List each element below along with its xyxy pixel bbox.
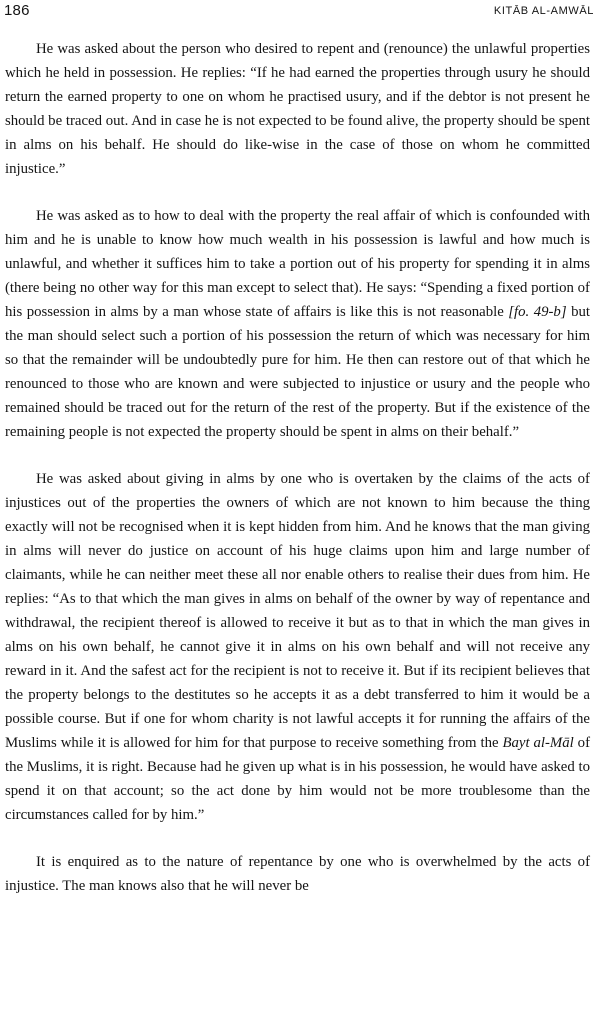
- paragraph-nature-of-repentance: [5, 850, 590, 898]
- page-header: [4, 2, 594, 24]
- paragraph-text: He was asked as to how to deal with the property the real affair of which is confounded with him and he is unable to know how much wealth in his possession is lawful and how much is unlawful, and whether it suffices him to take a portion out of his property for spending it in alms (there being no other way for this man except to select that). He says: “Spending a fixed portion of his possession in alms by a man whose state of affairs is like this is not reasonable: [5, 208, 590, 320]
- paragraph-confounded-property: [5, 204, 590, 444]
- paragraph-text: It is enquired as to the nature of repentance by one who is overwhelmed by the acts of injustice. The man knows also that he will never be: [5, 854, 590, 894]
- paragraph-text: He was asked about giving in alms by one who is overtaken by the claims of the acts of injustices out of the properties the owners of which are not known to him because the thing exactly will not be recognised when it is kept hidden from him. And he knows that the man giving in alms will never do justice on account of his huge claims upon him and large number of claimants, while he can neither meet these all nor enable others to realise their dues from him. He replies: “As to that which the man gives in alms on behalf of the owner by way of repentance and withdrawal, the recipient thereof is allowed to receive it but as to that in which the man gives in alms on his own behalf, he cannot give it in alms on his own behalf and will not receive any reward in it. And the safest act for the recipient is not to receive it. But if its recipient believes that the property belongs to the destitutes so he accepts it as a debt transferred to him it would be a possible course. But if one for whom charity is not lawful accepts it for running the affairs of the Muslims while it is allowed for him for that purpose to receive something from the: [5, 471, 590, 751]
- running-head: KITĀB AL-AMWĀL: [493, 5, 594, 17]
- page-number: 186: [4, 2, 30, 19]
- folio-reference: [fo. 49-b]: [508, 304, 567, 320]
- body-text: [5, 37, 590, 898]
- paragraph-text: but the man should select such a portion of his possession the return of which was necessary for him so that the remainder will be undoubtedly pure for him. He then can restore out of that which he renounced to those who are known and were subjected to injustice or usury and the people who remained should be traced out for the return of the rest of the property. But if the existence of the remaining people is not expected the property should be spent in alms on their behalf.”: [5, 304, 590, 440]
- paragraph-text: of the Muslims, it is right. Because had he given up what is in his possession, he would have asked to spend it on that account; so the act done by him would not be more troublesome than the circumstances called for by him.”: [5, 735, 590, 823]
- bayt-al-mal-term: Bayt al-Māl: [502, 735, 574, 751]
- paragraph-text: He was asked about the person who desired to repent and (renounce) the unlawful properties which he held in possession. He replies: “If he had earned the properties through usury he should return the earned property to one on whom he practised usury, and if the debtor is not present he should be traced out. And in case he is not expected to be found alive, the property should be spent in alms on his behalf. He should do like-wise in the case of those on whom he committed injustice.”: [5, 41, 590, 177]
- paragraph-alms-injustice: [5, 467, 590, 827]
- paragraph-usury-repentance: [5, 37, 590, 181]
